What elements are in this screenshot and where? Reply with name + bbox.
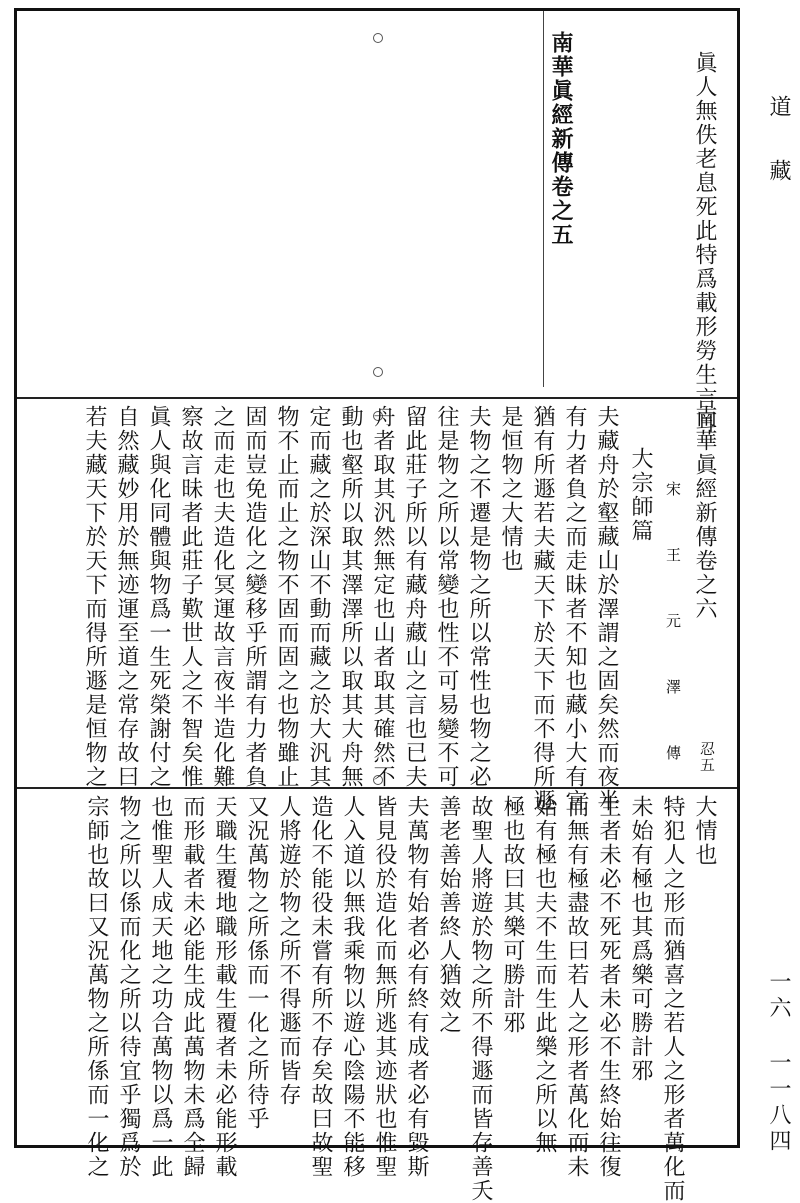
- text-column: 是恒物之大情也: [498, 405, 523, 573]
- text-column: 夫物之不遷是物之所以常性也物之必: [466, 405, 491, 789]
- text-column: 造化不能役未嘗有所不存矣故曰故聖: [308, 795, 333, 1179]
- chapter-title: 南華眞經新傳卷之六: [692, 405, 717, 621]
- scroll-heading: 南華眞經新傳卷之五: [548, 31, 574, 247]
- text-column: 生者未必不死死者未必不生終始往復: [596, 795, 621, 1179]
- text-column: 若夫藏天下於天下而得所遯是恒物之: [82, 405, 107, 789]
- text-column: 物不止而止之物不固而固之也物雖止: [274, 405, 299, 789]
- text-column: 動也壑所以取其澤澤所以取其大舟無: [338, 405, 363, 789]
- text-column: 善老善始善終人猶效之: [436, 795, 461, 1035]
- author-line: 宋 王 元 澤 傳: [664, 481, 682, 778]
- text-column: 舟者取其汎然無定也山者取其確然不: [370, 405, 395, 789]
- margin-bottom: 一六 一一八四: [766, 970, 791, 1155]
- circle-mark: [373, 33, 383, 43]
- text-column: 夫藏舟於壑藏山於澤謂之固矣然而夜半: [594, 405, 619, 813]
- text-column: 察故言昧者此莊子歎世人之不智矣惟: [178, 405, 203, 789]
- text-column: 極也故曰其樂可勝計邪: [500, 795, 525, 1035]
- section-divider-1: [17, 397, 737, 399]
- text-column: 而無有極盡故曰若人之形者萬化而未: [564, 795, 589, 1179]
- text-column: 之而走也夫造化冥運故言夜半造化難: [210, 405, 235, 789]
- text-column: 定而藏之於深山不動而藏之於大汎其: [306, 405, 331, 789]
- page-frame: [14, 8, 740, 1203]
- text-column: 天職生覆地職形載生覆者未必能形載: [212, 795, 237, 1179]
- text-column: 往是物之所以常變也性不可易變不可: [434, 405, 459, 789]
- column-rule: [543, 11, 544, 387]
- text-column: 又況萬物之所係而一化之所待乎: [244, 795, 269, 1131]
- circle-mark: [373, 367, 383, 377]
- text-column: 始有極也夫不生而生此樂之所以無: [532, 795, 557, 1155]
- text-column: 眞人無佚老息死此特爲載形勞生言耳: [692, 51, 717, 435]
- text-column: 皆見役於造化而無所逃其迹狀也惟聖: [372, 795, 397, 1179]
- text-column: 人入道以無我乘物以遊心陰陽不能移: [340, 795, 365, 1179]
- text-column: 大情也: [692, 795, 717, 867]
- margin-top: 道 藏: [766, 95, 791, 191]
- text-column: 有力者負之而走昧者不知也藏小大有宜: [562, 405, 587, 813]
- text-column: 未始有極也其爲樂可勝計邪: [628, 795, 653, 1083]
- text-column: 而形載者未必能生成此萬物未爲全歸: [180, 795, 205, 1179]
- text-column: 猶有所遯若夫藏天下於天下而不得所遯: [530, 405, 555, 813]
- text-column: 宗師也故曰又況萬物之所係而一化之: [84, 795, 109, 1179]
- text-column: 故聖人將遊於物之所不得遯而皆存善夭: [468, 795, 493, 1203]
- text-column: 特犯人之形而猶喜之若人之形者萬化而: [660, 795, 685, 1203]
- text-column: 固而豈免造化之變移乎所謂有力者負: [242, 405, 267, 789]
- text-column: 人將遊於物之所不得遯而皆存: [276, 795, 301, 1107]
- page-mark: 忍五: [698, 741, 716, 773]
- text-column: 夫萬物有始者必有終有成者必有毀斯: [404, 795, 429, 1179]
- text-column: 留此莊子所以有藏舟藏山之言也已夫: [402, 405, 427, 789]
- text-column: 也惟聖人成天地之功合萬物以爲一此: [148, 795, 173, 1179]
- text-column: 物之所以係而化之所以待宜乎獨爲於: [116, 795, 141, 1179]
- chapter-name: 大宗師篇: [628, 447, 653, 543]
- text-column: 自然藏妙用於無迹運至道之常存故曰: [114, 405, 139, 789]
- text-column: 眞人與化同體與物爲一生死榮謝付之: [146, 405, 171, 789]
